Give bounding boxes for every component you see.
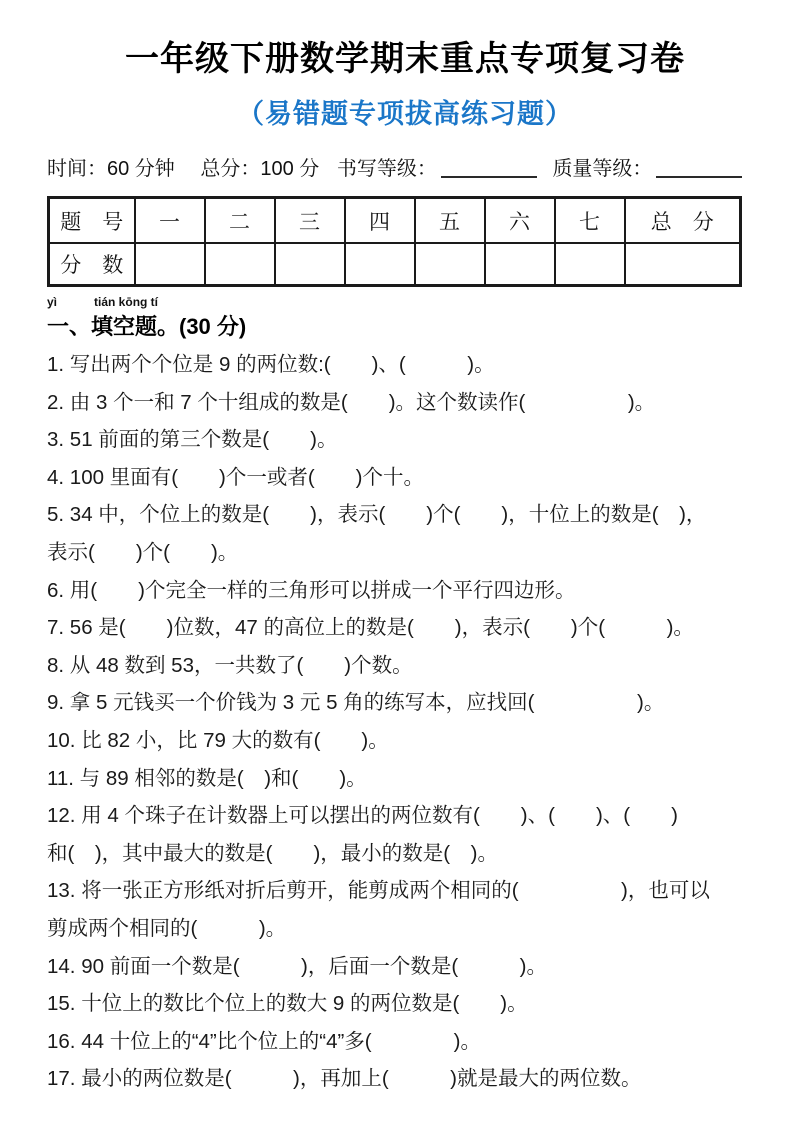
question-15: 15. 十位上的数比个位上的数大 9 的两位数是( )。 <box>47 992 528 1016</box>
page-title: 一年级下册数学期末重点专项复习卷 <box>125 40 685 78</box>
quality-grade-blank[interactable] <box>656 156 742 178</box>
question-13-line-2: 剪成两个相同的( )。 <box>47 917 287 940</box>
question-11: 11. 与 89 相邻的数是( )和( )。 <box>47 766 367 790</box>
exam-info-line <box>47 152 763 181</box>
score-cell-4[interactable] <box>345 243 415 286</box>
header-question-number: 题 号 <box>49 198 135 244</box>
question-12-line-2: 和( )，其中最大的数是( )，最小的数是( )。 <box>47 841 498 865</box>
score-cell-1[interactable] <box>135 243 205 286</box>
score-cell-3[interactable] <box>275 243 345 286</box>
question-8: 8. 从 48 数到 53，一共数了( )个数。 <box>47 653 413 677</box>
writing-grade-label: 书写等级： <box>336 158 437 181</box>
question-9: 9. 拿 5 元钱买一个价钱为 3 元 5 角的练写本，应找回( )。 <box>47 691 665 715</box>
section-heading: 一、填空题。(30 分) <box>47 314 247 340</box>
section-pinyin <box>47 296 763 308</box>
score-cell-2[interactable] <box>205 243 275 286</box>
section-fill-in-blanks <box>47 296 763 341</box>
pinyin-yi: yì <box>47 295 58 310</box>
question-6: 6. 用( )个完全一样的三角形可以拼成一个平行四边形。 <box>47 578 576 602</box>
score-cell-6[interactable] <box>485 243 555 286</box>
question-16: 16. 44 十位上的“4”比个位上的“4”多( )。 <box>47 1029 481 1053</box>
question-5-line-1: 5. 34 中，个位上的数是( )，表示( )个( )，十位上的数是( )， <box>47 503 707 527</box>
score-cell-7[interactable] <box>555 243 625 286</box>
score-cell-5[interactable] <box>415 243 485 286</box>
header-section-1: 一 <box>135 198 205 244</box>
time-label: 时间：60 分钟 <box>47 158 175 181</box>
header-total-score: 总 分 <box>625 198 741 244</box>
question-12-line-1: 12. 用 4 个珠子在计数器上可以摆出的两位数有( )、( )、( ) <box>47 804 678 828</box>
question-list <box>47 346 763 1098</box>
header-section-2: 二 <box>205 198 275 244</box>
question-13-line-1: 13. 将一张正方形纸对折后剪开，能剪成两个相同的( )，也可以 <box>47 879 710 903</box>
score-table <box>47 196 742 287</box>
score-row-label: 分 数 <box>49 243 135 286</box>
page-subtitle: （易错题专项拔高练习题） <box>237 99 573 130</box>
header-section-7: 七 <box>555 198 625 244</box>
question-3: 3. 51 前面的第三个数是( )。 <box>47 428 338 452</box>
question-14: 14. 90 前面一个数是( )，后面一个数是( )。 <box>47 954 547 978</box>
question-1: 1. 写出两个个位是 9 的两位数:( )、( )。 <box>47 353 495 377</box>
question-17: 17. 最小的两位数是( )，再加上( )就是最大的两位数。 <box>47 1067 642 1091</box>
score-table-header-row <box>49 198 741 244</box>
score-table-score-row <box>49 243 741 286</box>
header-section-3: 三 <box>275 198 345 244</box>
pinyin-tiankongti: tián kōng tí <box>94 295 159 310</box>
header-section-5: 五 <box>415 198 485 244</box>
score-cell-total[interactable] <box>625 243 741 286</box>
header-section-6: 六 <box>485 198 555 244</box>
question-5-line-2: 表示( )个( )。 <box>47 541 239 565</box>
quality-grade-label: 质量等级： <box>552 158 653 181</box>
header-section-4: 四 <box>345 198 415 244</box>
question-2: 2. 由 3 个一和 7 个十组成的数是( )。这个数读作( )。 <box>47 390 656 414</box>
writing-grade-blank[interactable] <box>441 156 537 178</box>
question-7: 7. 56 是( )位数，47 的高位上的数是( )，表示( )个( )。 <box>47 616 694 640</box>
question-4: 4. 100 里面有( )个一或者( )个十。 <box>47 465 424 489</box>
question-10: 10. 比 82 小，比 79 大的数有( )。 <box>47 729 389 753</box>
total-score-label: 总分：100 分 <box>200 158 320 181</box>
